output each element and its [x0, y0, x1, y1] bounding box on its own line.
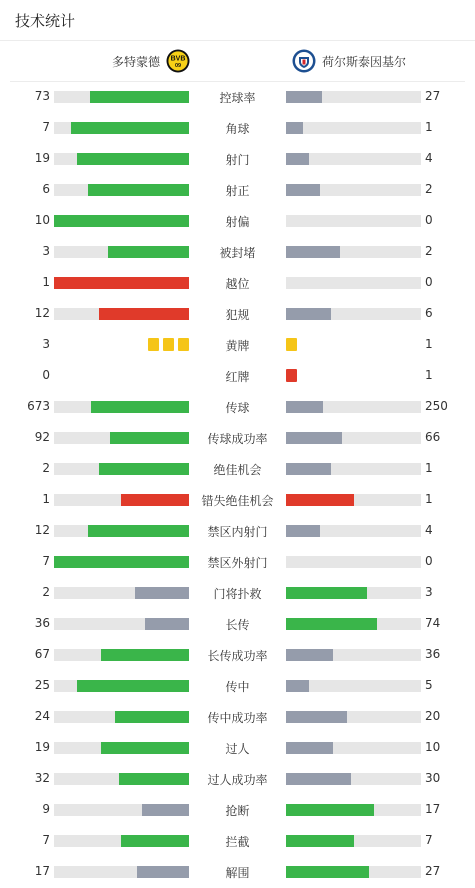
stat-label: 红牌 [225, 370, 250, 384]
home-bar-track [54, 587, 189, 599]
stat-label: 控球率 [219, 91, 256, 105]
stat-label: 禁区外射门 [207, 556, 268, 570]
stat-row [0, 206, 475, 237]
stat-label: 长传 [225, 618, 250, 632]
home-bar [119, 773, 189, 785]
red-card-icon [286, 369, 297, 382]
stat-label: 传球 [225, 401, 250, 415]
away-bar-track [286, 246, 421, 258]
home-value: 24 [34, 709, 50, 723]
home-value: 17 [34, 864, 50, 878]
home-bar [121, 494, 189, 506]
away-bar-track [286, 525, 421, 537]
stat-label: 过人成功率 [207, 773, 268, 787]
teams-header [0, 41, 475, 81]
away-value: 2 [425, 182, 433, 196]
away-value: 4 [425, 151, 433, 165]
away-bar-track [286, 277, 421, 289]
away-value: 1 [425, 120, 433, 134]
home-bar-track [54, 525, 189, 537]
away-bar-track [286, 711, 421, 723]
away-bar [286, 773, 351, 785]
home-value: 6 [42, 182, 50, 196]
away-value: 7 [425, 833, 433, 847]
home-value: 25 [34, 678, 50, 692]
away-bar [286, 122, 303, 134]
away-value: 250 [425, 399, 448, 413]
away-value: 3 [425, 585, 433, 599]
away-bar [286, 246, 340, 258]
away-bar [286, 587, 367, 599]
away-value: 1 [425, 492, 433, 506]
home-bar [88, 184, 189, 196]
stat-row [0, 547, 475, 578]
home-bar-track [54, 463, 189, 475]
away-value: 27 [425, 864, 441, 878]
home-bar [101, 649, 189, 661]
home-value: 1 [42, 492, 50, 506]
home-bar [91, 401, 189, 413]
away-bar-track [286, 153, 421, 165]
stat-row [0, 175, 475, 206]
home-bar [108, 246, 189, 258]
away-value: 17 [425, 802, 441, 816]
home-value: 67 [34, 647, 50, 661]
page-title: 技术统计 [15, 12, 76, 30]
away-value: 10 [425, 740, 441, 754]
stat-label: 角球 [225, 122, 250, 136]
away-bar [286, 804, 374, 816]
home-bar-track [54, 711, 189, 723]
home-bar-track [54, 308, 189, 320]
away-bar [286, 742, 333, 754]
stat-row [0, 454, 475, 485]
home-bar-track [54, 680, 189, 692]
home-value: 1 [42, 275, 50, 289]
home-value: 673 [27, 399, 50, 413]
svg-text:09: 09 [174, 63, 182, 69]
home-value: 12 [34, 306, 50, 320]
stat-label: 长传成功率 [207, 649, 268, 663]
stat-row [0, 485, 475, 516]
away-bar-track [286, 587, 421, 599]
away-value: 74 [425, 616, 441, 630]
home-bar-track [54, 649, 189, 661]
stat-label: 被封堵 [219, 246, 256, 260]
stat-row [0, 702, 475, 733]
home-value: 3 [42, 337, 50, 351]
home-bar [71, 122, 189, 134]
home-team[interactable] [112, 49, 190, 73]
away-bar [286, 401, 323, 413]
home-bar-track [54, 184, 189, 196]
home-value: 2 [42, 585, 50, 599]
stat-label: 射正 [225, 184, 250, 198]
away-bar-track [286, 463, 421, 475]
away-value: 36 [425, 647, 441, 661]
stat-label: 拦截 [225, 835, 250, 849]
home-bar-track [54, 432, 189, 444]
stat-label: 传球成功率 [207, 432, 268, 446]
holstein-kiel-logo-icon [292, 49, 316, 73]
away-bar-track [286, 866, 421, 878]
stat-label: 犯规 [225, 308, 250, 322]
away-bar [286, 184, 320, 196]
stat-row [0, 113, 475, 144]
stat-label: 抢断 [225, 804, 250, 818]
away-team-name: 荷尔斯泰因基尔 [322, 54, 407, 69]
stat-row [0, 330, 475, 361]
home-value: 7 [42, 554, 50, 568]
away-bar-track [286, 494, 421, 506]
home-bar-track [54, 401, 189, 413]
away-bar-track [286, 773, 421, 785]
away-bar [286, 649, 333, 661]
away-bar-track [286, 215, 421, 227]
home-cards [148, 338, 189, 351]
stat-row [0, 144, 475, 175]
home-bar [99, 463, 189, 475]
stat-row [0, 795, 475, 826]
away-bar [286, 866, 369, 878]
stat-row [0, 764, 475, 795]
away-cards [286, 338, 297, 351]
stat-label: 错失绝佳机会 [201, 494, 274, 508]
svg-text:BVB: BVB [170, 55, 186, 63]
home-bar-track [54, 215, 189, 227]
home-bar [115, 711, 189, 723]
stat-row [0, 857, 475, 888]
stat-row [0, 268, 475, 299]
away-team[interactable] [292, 49, 406, 73]
home-bar-track [54, 556, 189, 568]
home-value: 2 [42, 461, 50, 475]
home-bar [142, 804, 189, 816]
away-bar [286, 711, 347, 723]
stat-row [0, 609, 475, 640]
stat-label: 绝佳机会 [213, 463, 262, 477]
home-bar-track [54, 153, 189, 165]
away-bar-track [286, 184, 421, 196]
away-value: 6 [425, 306, 433, 320]
home-value: 19 [34, 740, 50, 754]
away-bar-track [286, 401, 421, 413]
away-bar-track [286, 432, 421, 444]
home-bar-track [54, 742, 189, 754]
away-bar [286, 680, 309, 692]
stat-label: 射偏 [225, 215, 250, 229]
stat-label: 越位 [225, 277, 250, 291]
away-value: 1 [425, 368, 433, 382]
away-value: 20 [425, 709, 441, 723]
home-bar-track [54, 494, 189, 506]
away-bar [286, 835, 354, 847]
home-bar-track [54, 835, 189, 847]
stats-list [0, 82, 475, 888]
stat-row [0, 733, 475, 764]
stat-label: 解围 [225, 866, 250, 880]
away-value: 0 [425, 213, 433, 227]
away-value: 4 [425, 523, 433, 537]
home-value: 36 [34, 616, 50, 630]
yellow-card-icon [286, 338, 297, 351]
home-bar-track [54, 246, 189, 258]
home-bar [77, 153, 189, 165]
stat-row [0, 423, 475, 454]
home-bar-track [54, 866, 189, 878]
home-value: 9 [42, 802, 50, 816]
away-bar [286, 308, 331, 320]
stat-label: 禁区内射门 [207, 525, 268, 539]
away-value: 66 [425, 430, 441, 444]
away-value: 5 [425, 678, 433, 692]
yellow-card-icon [163, 338, 174, 351]
away-value: 1 [425, 461, 433, 475]
stat-row [0, 392, 475, 423]
home-bar [99, 308, 189, 320]
home-value: 12 [34, 523, 50, 537]
home-value: 7 [42, 833, 50, 847]
away-value: 27 [425, 89, 441, 103]
home-value: 19 [34, 151, 50, 165]
away-bar [286, 618, 377, 630]
stat-row [0, 361, 475, 392]
away-value: 2 [425, 244, 433, 258]
home-bar-track [54, 773, 189, 785]
home-bar [54, 277, 189, 289]
away-bar-track [286, 308, 421, 320]
stat-label: 过人 [225, 742, 250, 756]
home-bar-track [54, 804, 189, 816]
home-bar [137, 866, 189, 878]
stat-row [0, 237, 475, 268]
header [0, 0, 475, 40]
stat-row [0, 516, 475, 547]
home-value: 92 [34, 430, 50, 444]
away-bar-track [286, 804, 421, 816]
home-bar [145, 618, 189, 630]
away-bar [286, 153, 309, 165]
away-bar-track [286, 556, 421, 568]
away-bar [286, 494, 354, 506]
yellow-card-icon [178, 338, 189, 351]
away-value: 30 [425, 771, 441, 785]
home-bar [54, 556, 189, 568]
yellow-card-icon [148, 338, 159, 351]
stat-row [0, 578, 475, 609]
away-value: 0 [425, 275, 433, 289]
home-value: 0 [42, 368, 50, 382]
away-bar-track [286, 680, 421, 692]
away-value: 0 [425, 554, 433, 568]
home-bar [135, 587, 189, 599]
home-bar [90, 91, 189, 103]
stat-row [0, 82, 475, 113]
home-bar-track [54, 618, 189, 630]
stat-label: 黄牌 [225, 339, 250, 353]
home-value: 32 [34, 771, 50, 785]
home-value: 3 [42, 244, 50, 258]
away-bar-track [286, 618, 421, 630]
away-bar-track [286, 122, 421, 134]
home-bar [121, 835, 189, 847]
home-bar [110, 432, 189, 444]
stat-label: 传中成功率 [207, 711, 268, 725]
bvb-logo-icon [166, 49, 190, 73]
stat-row [0, 299, 475, 330]
home-bar [77, 680, 189, 692]
stat-row [0, 826, 475, 857]
home-value: 7 [42, 120, 50, 134]
home-bar-track [54, 122, 189, 134]
home-bar [88, 525, 189, 537]
home-value: 73 [34, 89, 50, 103]
stat-label: 传中 [225, 680, 250, 694]
away-bar [286, 91, 322, 103]
home-team-name: 多特蒙德 [111, 54, 160, 69]
away-bar-track [286, 91, 421, 103]
away-bar-track [286, 649, 421, 661]
home-bar [101, 742, 189, 754]
home-bar-track [54, 277, 189, 289]
away-value: 1 [425, 337, 433, 351]
home-bar [54, 215, 189, 227]
stat-label: 射门 [225, 153, 250, 167]
away-cards [286, 369, 297, 382]
away-bar [286, 525, 320, 537]
home-value: 10 [34, 213, 50, 227]
away-bar [286, 432, 342, 444]
away-bar-track [286, 742, 421, 754]
stat-row [0, 640, 475, 671]
away-bar-track [286, 835, 421, 847]
away-bar [286, 463, 331, 475]
home-bar-track [54, 91, 189, 103]
stat-row [0, 671, 475, 702]
stat-label: 门将扑救 [213, 587, 262, 601]
